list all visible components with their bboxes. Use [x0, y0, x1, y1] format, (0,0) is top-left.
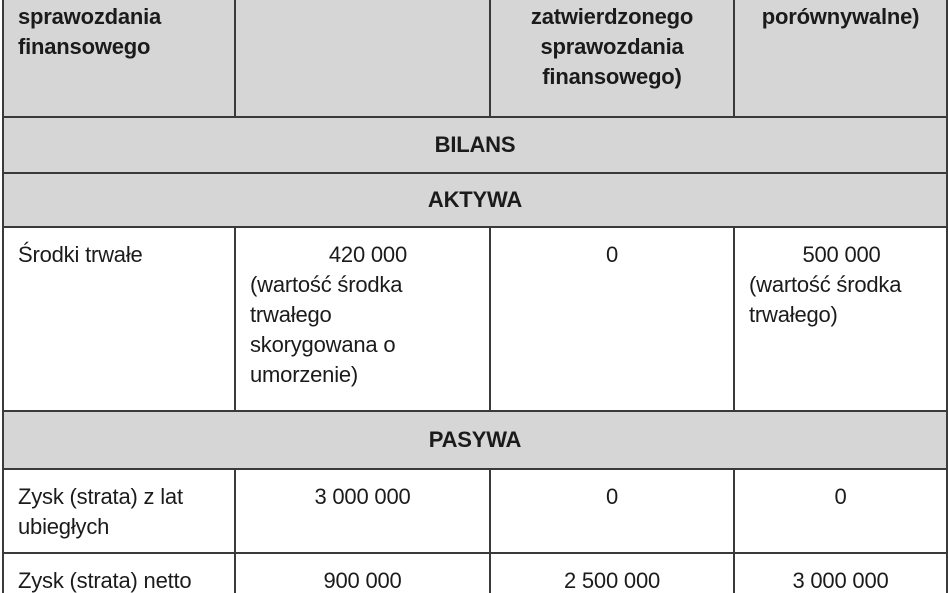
section-pasywa: PASYWA: [3, 411, 947, 469]
row-label: Środki trwałe: [3, 227, 235, 411]
header-comparative-data: [734, 0, 947, 117]
section-row-aktywa: [3, 173, 947, 227]
section-row-bilans: [3, 117, 947, 173]
table-row: [3, 227, 947, 411]
table-row: [3, 469, 947, 553]
cell-note: (wartość środka trwałego skorygowana o umorzenie): [250, 272, 403, 387]
table-header-row: [3, 0, 947, 117]
cell-date-value: 900 000: [235, 553, 490, 593]
header-position: [3, 0, 235, 117]
cell-date-value: [235, 227, 490, 411]
cell-value: 420 000: [328, 242, 407, 267]
header-date: [235, 0, 490, 117]
row-label: Zysk (strata) z lat ubiegłych: [3, 469, 235, 553]
cell-comparative-value: 0: [734, 469, 947, 553]
section-row-pasywa: [3, 411, 947, 469]
table-row: [3, 553, 947, 593]
financial-statement-table: [2, 0, 948, 593]
header-approved-statement-label: zatwierdzonego sprawozdania finansowego): [530, 4, 694, 89]
cell-approved-value: 0: [490, 227, 734, 411]
header-approved-statement: [490, 0, 734, 117]
cell-value: 500 000: [802, 242, 881, 267]
header-position-label: sprawozdania finansowego: [18, 4, 162, 59]
cell-comparative-value: [734, 227, 947, 411]
cell-note: (wartość środka trwałego): [749, 272, 902, 327]
cell-comparative-value: 3 000 000: [734, 553, 947, 593]
header-comparative-data-label: porównywalne): [761, 4, 920, 29]
section-bilans: BILANS: [3, 117, 947, 173]
cell-approved-value: 2 500 000: [490, 553, 734, 593]
cell-date-value: 3 000 000: [235, 469, 490, 553]
section-aktywa: AKTYWA: [3, 173, 947, 227]
cell-approved-value: 0: [490, 469, 734, 553]
header-date-label: [244, 0, 481, 2]
row-label: Zysk (strata) netto: [3, 553, 235, 593]
